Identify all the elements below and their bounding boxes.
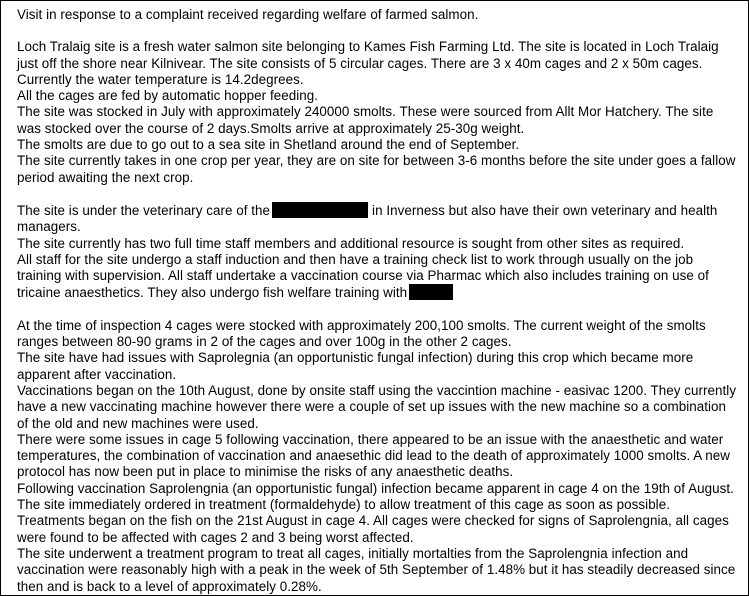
redaction-block [272,202,368,218]
feeding-paragraph: All the cages are fed by automatic hopper feeding. [17,88,319,104]
paragraph-gap [17,23,741,39]
training-paragraph [17,252,741,302]
vet-care-text-after: in Inverness but also have their own veterinary and health managers. [17,202,718,235]
stocking-paragraph: The site was stocked in July with approximately 240000 smolts. These were sourced from Allt Mor Hatchery. The site was stocked over the course of 2 days.Smolts arrive at approximately 25-30g weight. [17,104,714,136]
treatment-program-paragraph: The site underwent a treatment program to treat all cages, initially mortalties from the Saprolengnia infection and vaccination were reasonably high with a peak in the week of 5th September of 1.48% but it has steadily decreased since then and is back to a level of approximately 0.28%. [17,545,736,594]
infection-treatment-paragraph: Following vaccination Saprolengnia (an opportunistic fungal) infection became apparent in cage 4 on the 19th of August. The site immediately ordered in treatment (formaldehyde) to allow treatment of this cage as soon as possible. Treatments began on the fish on the 21st August in cage 4. All cages were checked for signs of Saprolengnia, all cages were found to be affected with cages 2 and 3 being worst affected. [17,480,734,545]
document-body [17,7,741,595]
training-text: All staff for the site undergo a staff induction and then have a training check list to work through usually on the job training with supervision. All staff undertake a vaccination course via Pharmac which also includes training on use of tricaine anaesthetics. They also undergo fish welfare training with [17,251,709,301]
saprolegnia-issue-paragraph: The site have had issues with Saprolegnia (an opportunistic fungal infection) during this crop which became more apparent after vaccination. [17,350,694,382]
cage-5-issue-paragraph: There were some issues in cage 5 following vaccination, there appeared to be an issue with the anaesthetic and water temperatures, the combination of vaccination and anaesethic did lead to the death of approximately 1000 smolts. A new protocol has now been put in place to minimise the risks of any anaesthetic deaths. [17,431,731,480]
veterinary-care-paragraph [17,202,741,236]
redaction-block [409,284,453,300]
staff-paragraph: The site currently has two full time staff members and additional resource is sought from other sites as required. [17,235,685,251]
site-location-paragraph: Loch Tralaig site is a fresh water salmon site belonging to Kames Fish Farming Ltd. The site is located in Loch Tralaig just off the shore near Kilnivear. The site consists of 5 circular cages. There are 3 x 40m cages and 2 x 50m cages. Currently the water temperature is 14.2degrees. [17,39,719,87]
smolt-transfer-paragraph: The smolts are due to go out to a sea site in Shetland around the end of September. [17,137,520,153]
vet-care-text-before: The site is under the veterinary care of the [17,202,271,218]
crop-cycle-paragraph: The site currently takes in one crop per year, they are on site for between 3-6 months before the site under goes a fallow period awaiting the next crop. [17,153,736,185]
intro-paragraph: Visit in response to a complaint received regarding welfare of farmed salmon. [17,7,479,22]
inspection-stock-paragraph: At the time of inspection 4 cages were stocked with approximately 200,100 smolts. The current weight of the smolts ranges between 80-90 grams in 2 of the cages and over 100g in the other 2 cages. [17,317,706,350]
paragraph-gap [17,302,741,318]
paragraph-gap [17,186,741,202]
vaccination-paragraph: Vaccinations began on the 10th August, done by onsite staff using the vaccintion machine - easivac 1200. They currently have a new vaccinating machine however there were a couple of set up issues with the new machine so a combination of the old and new machines were used. [17,382,737,431]
